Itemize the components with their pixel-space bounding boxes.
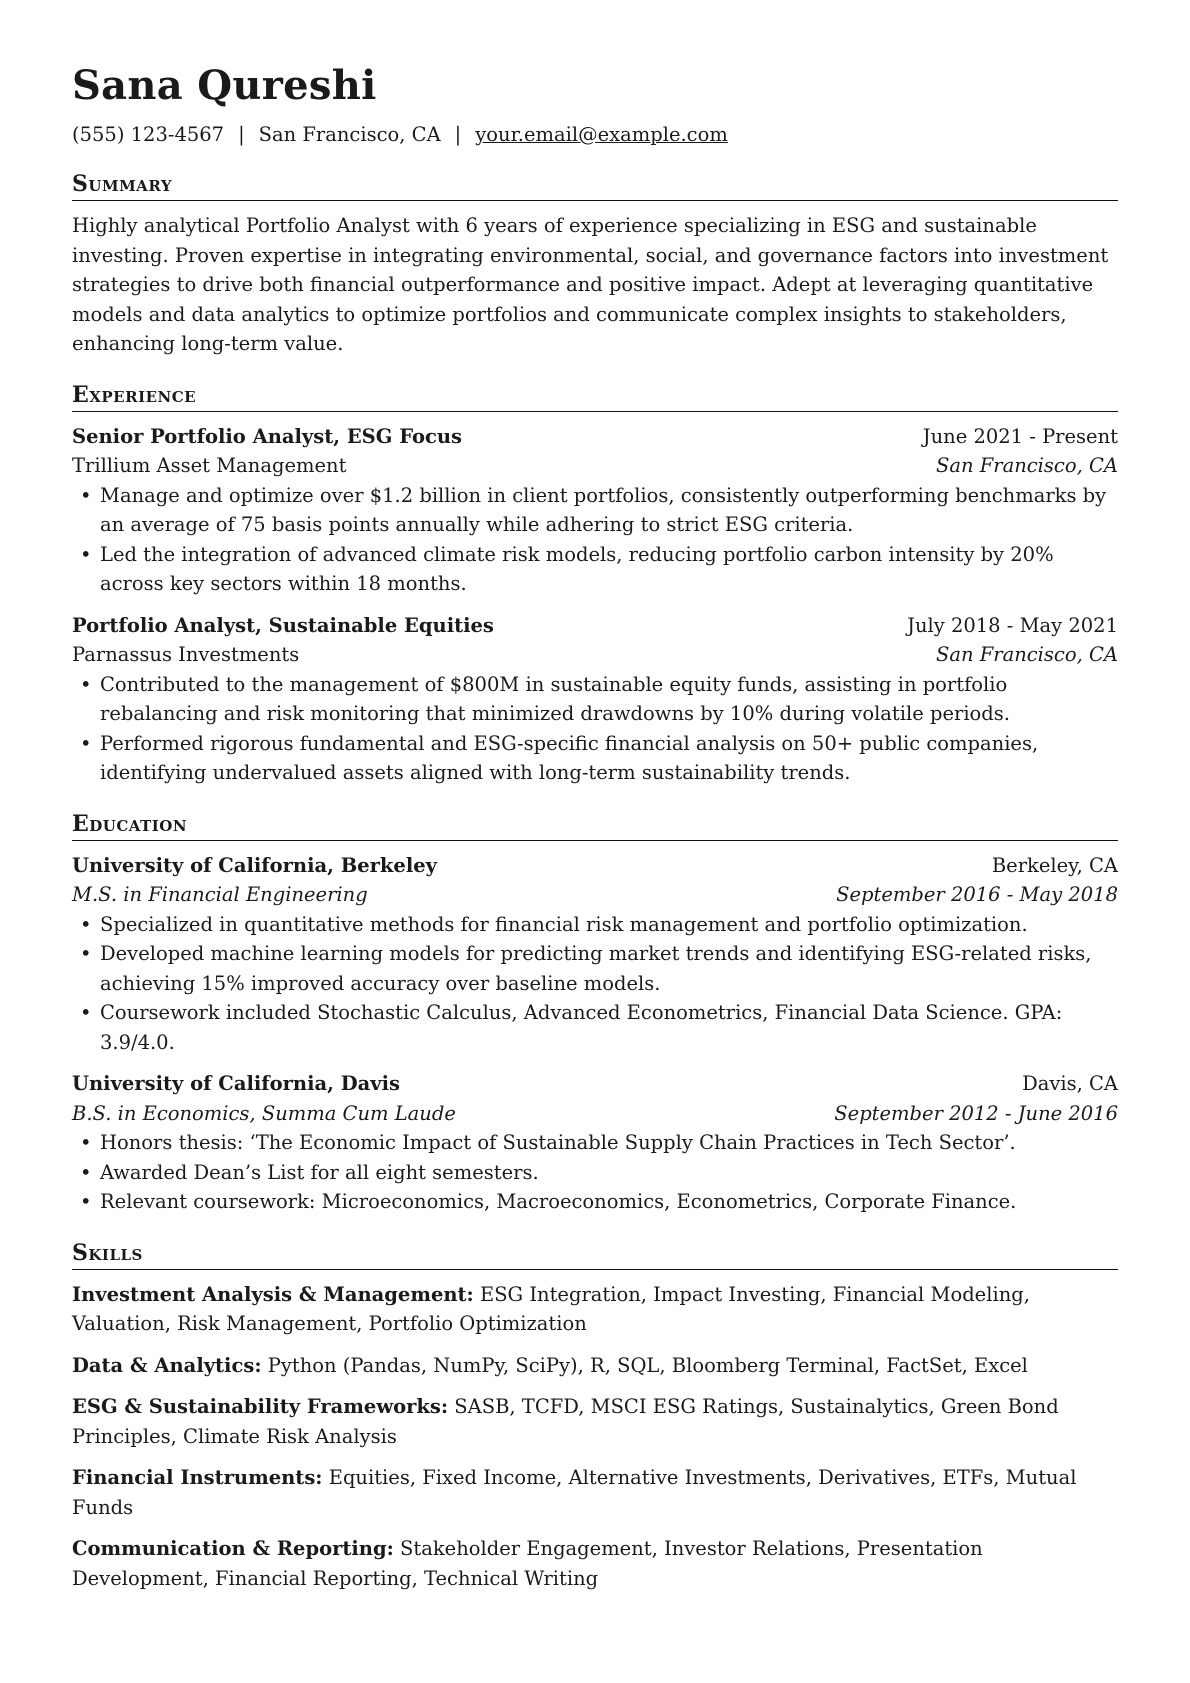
skill-items: SASB, TCFD, MSCI ESG Ratings, Sustainalytics, Green Bond Principles, Climate Risk Analysis bbox=[72, 1395, 1059, 1448]
list-item: • Performed rigorous fundamental and ESG-specific financial analysis on 50+ public companies, identifying undervalued assets aligned with long-term sustainability trends. bbox=[100, 729, 1118, 788]
education-dates: September 2012 - June 2016 bbox=[834, 1101, 1118, 1125]
job-company: Trillium Asset Management bbox=[72, 454, 347, 477]
school-location: Davis, CA bbox=[1022, 1072, 1118, 1095]
skill-label: Investment Analysis & Management: bbox=[72, 1282, 474, 1306]
list-item: • Coursework included Stochastic Calculus, Advanced Econometrics, Financial Data Science. GPA: 3.9/4.0. bbox=[100, 998, 1118, 1057]
skill-label: Data & Analytics: bbox=[72, 1353, 262, 1377]
section-title-summary: Summary bbox=[72, 170, 1118, 201]
list-item: • Awarded Dean’s List for all eight semesters. bbox=[100, 1158, 1118, 1188]
job-company: Parnassus Investments bbox=[72, 643, 300, 666]
education-entry bbox=[72, 1069, 1118, 1217]
degree: B.S. in Economics, Summa Cum Laude bbox=[72, 1101, 456, 1125]
list-item: • Specialized in quantitative methods for financial risk management and portfolio optimization. bbox=[100, 910, 1118, 940]
skill-label: ESG & Sustainability Frameworks: bbox=[72, 1395, 449, 1418]
job-bullets bbox=[72, 670, 1118, 788]
summary-text: Highly analytical Portfolio Analyst with 6 years of experience specializing in ESG and sustainable investing. Proven expertise in integrating environmental, social, and governance factors into investment strategies to drive both financial outperformance and positive impact. Adept at leveraging quantitative models and data analytics to optimize portfolios and communicate complex insights to stakeholders, enhancing long-term value. bbox=[72, 214, 1109, 355]
job-entry bbox=[72, 611, 1118, 788]
job-dates: June 2021 - Present bbox=[922, 424, 1118, 448]
education-bullets bbox=[72, 1128, 1118, 1217]
skill-group bbox=[72, 1392, 1118, 1451]
candidate-name: Sana Qureshi bbox=[72, 62, 377, 109]
job-bullets bbox=[72, 481, 1118, 599]
section-title-experience: Experience bbox=[72, 381, 1118, 412]
skill-items: ESG Integration, Impact Investing, Financial Modeling, Valuation, Risk Management, Portfolio Optimization bbox=[72, 1282, 1030, 1335]
section-title-skills: Skills bbox=[72, 1239, 1118, 1270]
contact-separator: | bbox=[454, 123, 462, 146]
school-name: University of California, Davis bbox=[72, 1072, 400, 1095]
school-name: University of California, Berkeley bbox=[72, 853, 437, 877]
skill-items: Python (Pandas, NumPy, SciPy), R, SQL, Bloomberg Terminal, FactSet, Excel bbox=[267, 1353, 1028, 1377]
section-title-education: Education bbox=[72, 810, 1118, 841]
location: San Francisco, CA bbox=[258, 123, 441, 146]
job-entry bbox=[72, 422, 1118, 599]
skill-group bbox=[72, 1534, 1118, 1593]
list-item: • Developed machine learning models for predicting market trends and identifying ESG-related risks, achieving 15% improved accuracy over baseline models. bbox=[100, 939, 1118, 998]
degree: M.S. in Financial Engineering bbox=[72, 883, 368, 906]
list-item: • Relevant coursework: Microeconomics, Macroeconomics, Econometrics, Corporate Finance. bbox=[100, 1187, 1118, 1217]
job-location: San Francisco, CA bbox=[935, 454, 1118, 477]
skill-label: Financial Instruments: bbox=[72, 1466, 323, 1489]
job-location: San Francisco, CA bbox=[935, 643, 1118, 666]
education-dates: September 2016 - May 2018 bbox=[836, 883, 1118, 906]
list-item: • Manage and optimize over $1.2 billion in client portfolios, consistently outperforming benchmarks by an average of 75 basis points annually while adhering to strict ESG criteria. bbox=[100, 481, 1118, 540]
phone-number: (555) 123-4567 bbox=[72, 123, 225, 146]
skill-group bbox=[72, 1351, 1118, 1381]
education-bullets bbox=[72, 910, 1118, 1058]
list-item: • Contributed to the management of $800M in sustainable equity funds, assisting in portfolio rebalancing and risk monitoring that minimized drawdowns by 10% during volatile periods. bbox=[100, 670, 1118, 729]
skill-items: Stakeholder Engagement, Investor Relations, Presentation Development, Financial Reporting, Technical Writing bbox=[72, 1537, 983, 1590]
skill-items: Equities, Fixed Income, Alternative Investments, Derivatives, ETFs, Mutual Funds bbox=[72, 1466, 1077, 1519]
job-role: Senior Portfolio Analyst, ESG Focus bbox=[72, 424, 463, 448]
skill-label: Communication & Reporting: bbox=[72, 1537, 394, 1560]
list-item: • Led the integration of advanced climate risk models, reducing portfolio carbon intensity by 20% across key sectors within 18 months. bbox=[100, 540, 1118, 599]
contact-separator: | bbox=[238, 123, 245, 146]
education-entry bbox=[72, 851, 1118, 1058]
email-link[interactable]: your.email@example.com bbox=[475, 123, 728, 146]
list-item: • Honors thesis: ‘The Economic Impact of Sustainable Supply Chain Practices in Tech Sector’. bbox=[100, 1128, 1118, 1158]
skill-group bbox=[72, 1280, 1118, 1339]
contact-line bbox=[72, 122, 1118, 148]
skill-group bbox=[72, 1463, 1118, 1522]
school-location: Berkeley, CA bbox=[991, 853, 1118, 877]
job-role: Portfolio Analyst, Sustainable Equities bbox=[72, 613, 494, 637]
job-dates: July 2018 - May 2021 bbox=[907, 613, 1118, 637]
